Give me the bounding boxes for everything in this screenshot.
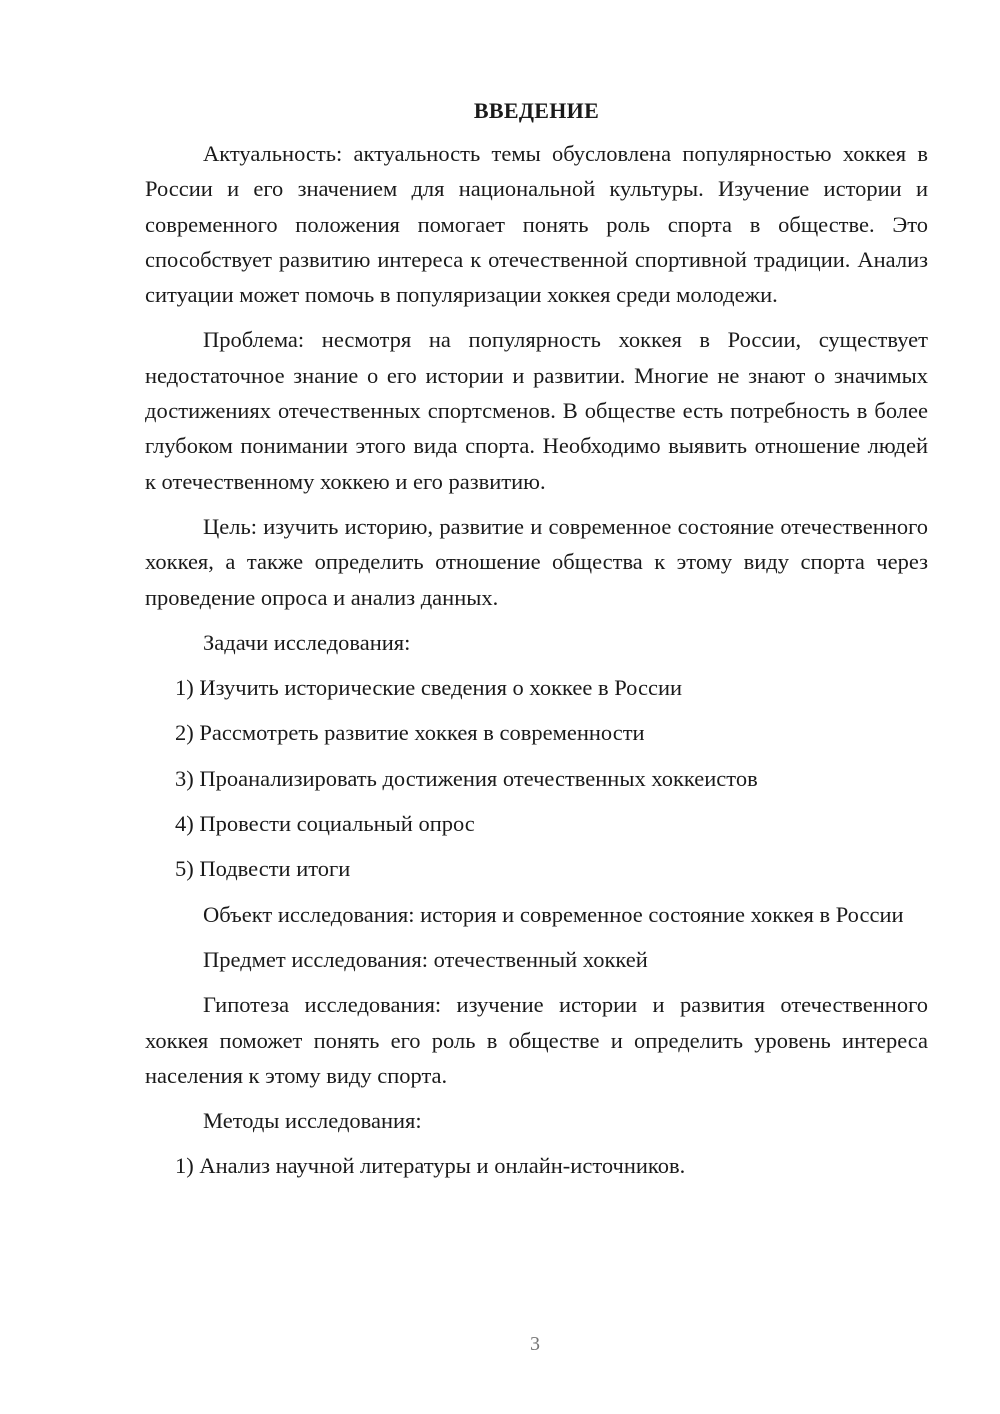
task-item-2: 2) Рассмотреть развитие хоккея в современности — [175, 720, 645, 746]
page-number: 3 — [530, 1333, 540, 1355]
object-paragraph: Объект исследования: история и современное состояние хоккея в России — [203, 901, 904, 927]
task-item-1: 1) Изучить исторические сведения о хоккее в России — [175, 675, 683, 701]
task-item-5: 5) Подвести итоги — [175, 856, 351, 882]
tasks-title: Задачи исследования: — [203, 629, 411, 655]
problem-paragraph: Проблема: несмотря на популярность хоккея в России, существует недостаточное знание о его истории и развитии. Многие не знают о значимых достижениях отечественных спортсменов. В обществе есть потребность в более глубоком понимании этого вида спорта. Необходимо выявить отношение людей к отечественному хоккею и его развитию. — [145, 327, 928, 494]
hypothesis-paragraph: Гипотеза исследования: изучение истории и развития отечественного хоккея поможет понять его роль в обществе и определить уровень интереса населения к этому виду спорта. — [145, 992, 928, 1088]
goal-paragraph: Цель: изучить историю, развитие и современное состояние отечественного хоккея, а также определить отношение общества к этому виду спорта через проведение опроса и анализ данных. — [145, 513, 928, 610]
section-heading: ВВЕДЕНИЕ — [473, 98, 600, 123]
relevance-paragraph: Актуальность: актуальность темы обусловлена популярностью хоккея в России и его значением для национальной культуры. Изучение истории и современного положения помогает понять роль спорта в обществе. Это способствует развитию интереса к отечественной спортивной традиции. Анализ ситуации может помочь в популяризации хоккея среди молодежи. — [145, 141, 928, 308]
method-item-1: 1) Анализ научной литературы и онлайн-источников. — [175, 1153, 686, 1179]
subject-paragraph: Предмет исследования: отечественный хоккей — [203, 946, 648, 972]
task-item-4: 4) Провести социальный опрос — [175, 811, 475, 837]
document-page — [145, 90, 928, 1194]
task-item-3: 3) Проанализировать достижения отечественных хоккеистов — [175, 765, 758, 791]
methods-title: Методы исследования: — [203, 1108, 422, 1134]
